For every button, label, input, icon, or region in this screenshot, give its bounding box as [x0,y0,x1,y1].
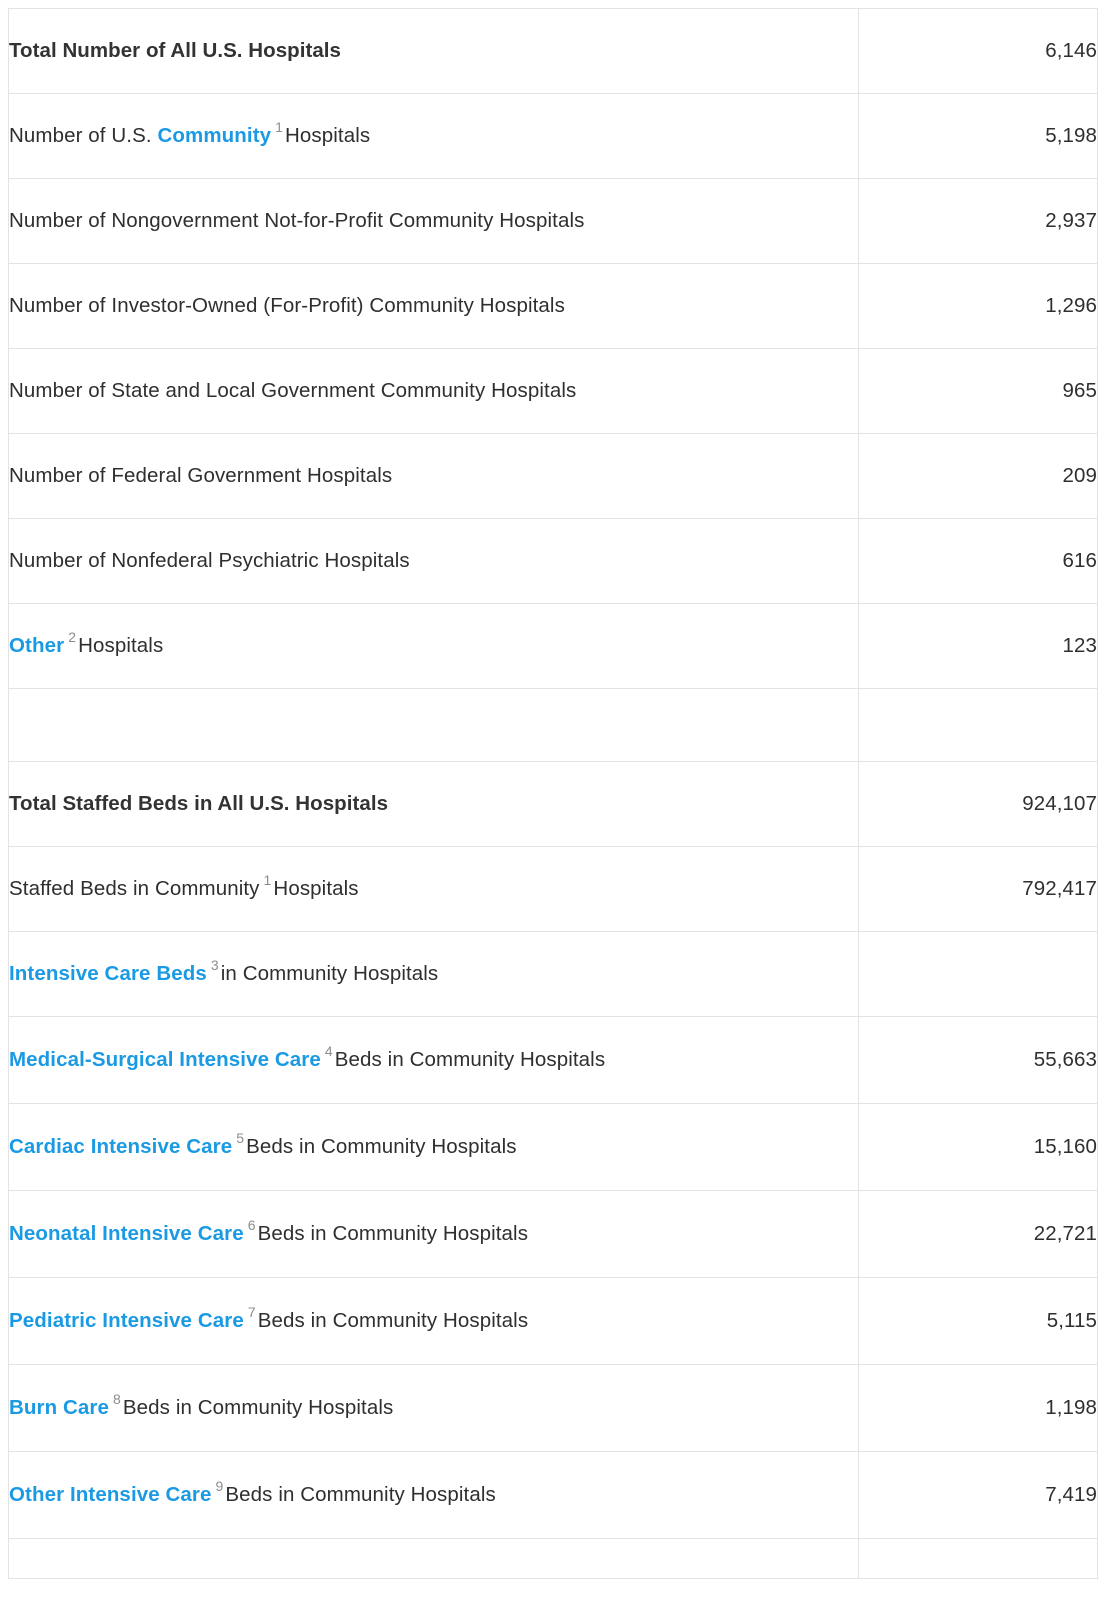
footnote-marker-5: 5 [236,1129,245,1146]
table-row [9,847,1098,932]
footnote-link-other-hospitals[interactable]: Other [9,633,65,657]
row-label-nonprofit-community-hospitals [9,179,859,264]
row-value-spacer [859,689,1098,762]
table-row [9,1191,1098,1278]
row-value-medical-surgical-icu-beds: 55,663 [859,1017,1098,1104]
label-text: Beds in Community Hospitals [257,1221,529,1245]
table-row [9,94,1098,179]
label-text: Hospitals [285,123,371,147]
row-label-state-local-community-hospitals [9,349,859,434]
footnote-link-intensive-care-beds[interactable]: Intensive Care Beds [9,961,207,985]
footnote-marker-8: 8 [113,1390,121,1407]
label-text: Beds in Community Hospitals [246,1134,517,1158]
row-label-medical-surgical-icu-beds [9,1017,859,1104]
footnote-marker-1: 1 [275,118,284,135]
footnote-marker-2: 2 [68,628,77,645]
fast-facts-table [8,8,1098,1579]
table-row [9,1278,1098,1365]
table-row [9,1452,1098,1539]
table-row [9,1017,1098,1104]
footnote-link-burn-care-beds[interactable]: Burn Care [9,1395,110,1419]
table-body [9,9,1098,1579]
label-text: Number of State and Local Government Community Hospitals [9,378,577,402]
table-row [9,932,1098,1017]
table-row [9,434,1098,519]
row-label-other-hospitals [9,604,859,689]
row-label-neonatal-icu-beds [9,1191,859,1278]
footnote-marker-7: 7 [247,1303,256,1320]
row-label-tail [9,1539,859,1579]
label-text: Beds in Community Hospitals [225,1482,496,1506]
table-row [9,1365,1098,1452]
footnote-link-cardiac-icu-beds[interactable]: Cardiac Intensive Care [9,1134,233,1158]
row-value-total-staffed-beds: 924,107 [859,762,1098,847]
section-heading-total-hospitals: Total Number of All U.S. Hospitals [9,38,342,62]
row-value-other-icu-beds: 7,419 [859,1452,1098,1539]
table-row [9,179,1098,264]
row-label-total-hospitals [9,9,859,94]
table-row [9,519,1098,604]
footnote-link-other-icu-beds[interactable]: Other Intensive Care [9,1482,212,1506]
label-text: Number of U.S. [9,123,158,147]
label-text: Beds in Community Hospitals [257,1308,529,1332]
row-label-nonfederal-psychiatric-hospitals [9,519,859,604]
row-label-total-staffed-beds [9,762,859,847]
label-text: Hospitals [273,876,359,900]
footnote-marker-4: 4 [324,1042,333,1059]
row-value-nonprofit-community-hospitals: 2,937 [859,179,1098,264]
footnote-marker-1: 1 [263,871,272,888]
footnote-marker-6: 6 [247,1216,256,1233]
row-label-community-hospitals [9,94,859,179]
footnote-marker-3: 3 [210,956,219,973]
row-label-spacer [9,689,859,762]
table-row [9,1104,1098,1191]
row-value-neonatal-icu-beds: 22,721 [859,1191,1098,1278]
row-value-community-hospitals: 5,198 [859,94,1098,179]
row-value-nonfederal-psychiatric-hospitals: 616 [859,519,1098,604]
table-row [9,349,1098,434]
row-value-intensive-care-beds [859,932,1098,1017]
table-row [9,1539,1098,1579]
row-value-investor-owned-community-hospitals: 1,296 [859,264,1098,349]
row-label-burn-care-beds [9,1365,859,1452]
row-label-pediatric-icu-beds [9,1278,859,1365]
row-value-state-local-community-hospitals: 965 [859,349,1098,434]
row-value-pediatric-icu-beds: 5,115 [859,1278,1098,1365]
row-value-total-hospitals: 6,146 [859,9,1098,94]
table-row [9,264,1098,349]
row-value-cardiac-icu-beds: 15,160 [859,1104,1098,1191]
table-row [9,762,1098,847]
row-value-burn-care-beds: 1,198 [859,1365,1098,1452]
row-value-staffed-beds-community: 792,417 [859,847,1098,932]
label-text: in Community Hospitals [220,961,439,985]
row-label-investor-owned-community-hospitals [9,264,859,349]
row-label-intensive-care-beds [9,932,859,1017]
label-text: Number of Nonfederal Psychiatric Hospitals [9,548,410,572]
label-text: Beds in Community Hospitals [334,1047,606,1071]
table-row [9,9,1098,94]
table-row [9,604,1098,689]
table-row [9,689,1098,762]
row-value-federal-government-hospitals: 209 [859,434,1098,519]
row-value-other-hospitals: 123 [859,604,1098,689]
footnote-link-pediatric-icu-beds[interactable]: Pediatric Intensive Care [9,1308,244,1332]
label-text: Beds in Community Hospitals [122,1395,394,1419]
label-text: Number of Federal Government Hospitals [9,463,393,487]
row-label-federal-government-hospitals [9,434,859,519]
row-label-cardiac-icu-beds [9,1104,859,1191]
label-text: Hospitals [78,633,164,657]
footnote-link-community-hospitals[interactable]: Community [157,123,272,147]
label-text: Staffed Beds in Community [9,876,260,900]
footnote-link-neonatal-icu-beds[interactable]: Neonatal Intensive Care [9,1221,244,1245]
row-label-staffed-beds-community [9,847,859,932]
row-label-other-icu-beds [9,1452,859,1539]
row-value-tail [859,1539,1098,1579]
section-heading-total-staffed-beds: Total Staffed Beds in All U.S. Hospitals [9,791,389,815]
footnote-link-medical-surgical-icu-beds[interactable]: Medical-Surgical Intensive Care [9,1047,321,1071]
label-text: Number of Investor-Owned (For-Profit) Community Hospitals [9,293,565,317]
label-text: Number of Nongovernment Not-for-Profit Community Hospitals [9,208,585,232]
footnote-marker-9: 9 [215,1477,224,1494]
